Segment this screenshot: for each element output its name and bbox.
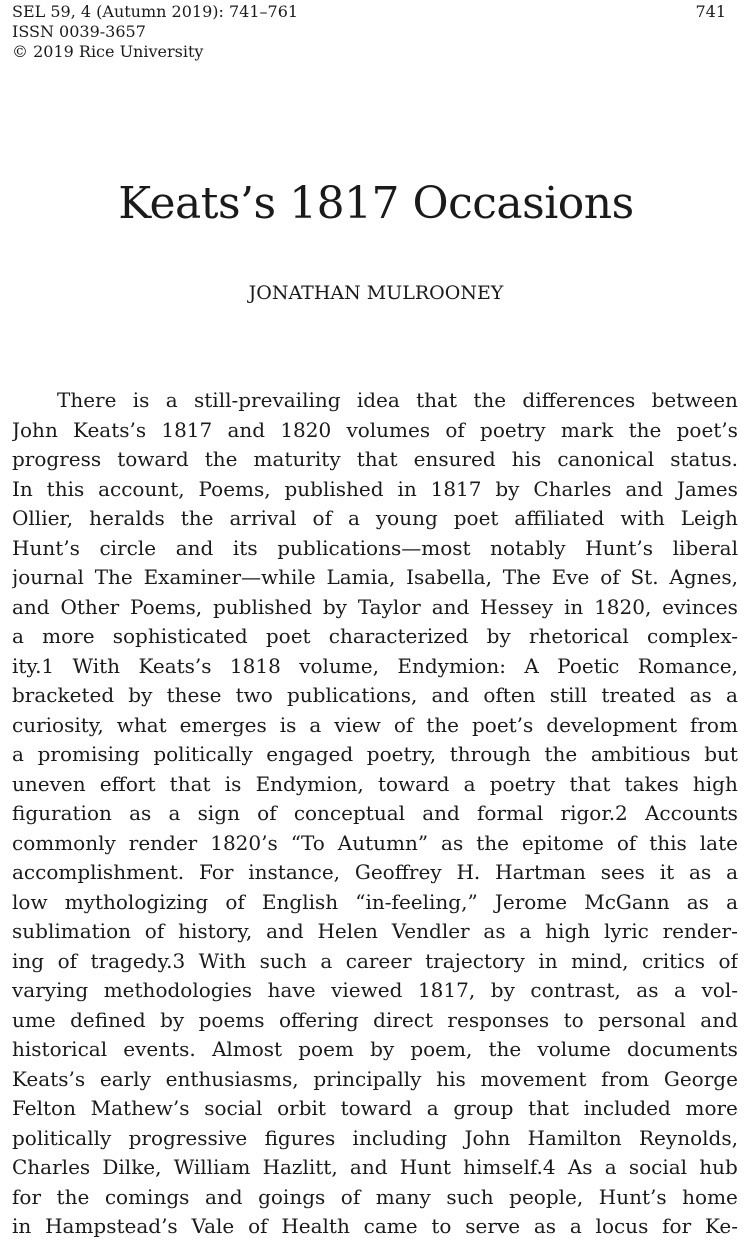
body-line: historical events. Almost poem by poem, the volume documents [12,1037,738,1061]
page-number: 741 [695,2,726,21]
body-line: accomplishment. For instance, Geoffrey H. Hartman sees it as a [12,860,738,884]
body-line: ing of tragedy.3 With such a career trajectory in mind, critics of [12,948,738,973]
body-line: In this account, Poems, published in 1817 by Charles and James [12,476,738,501]
body-line: Charles Dilke, William Hazlitt, and Hunt himself.4 As a social hub [12,1155,738,1179]
body-line: politically progressive figures including John Hamilton Reynolds, [12,1125,738,1150]
body-line: Ollier, heralds the arrival of a young poet affiliated with Leigh [12,506,738,530]
body-line: Felton Mathew’s social orbit toward a group that included more [12,1096,738,1120]
body-line: for the comings and goings of many such people, Hunt’s home [12,1184,738,1209]
body-line: sublimation of history, and Helen Vendler as a high lyric render- [12,919,738,943]
running-header [12,2,726,62]
body-line: a promising politically engaged poetry, through the ambitious but [12,742,738,766]
body-line: ity.1 With Keats’s 1818 volume, Endymion: A Poetic Romance, [12,653,738,678]
body-line: uneven effort that is Endymion, toward a poetry that takes high [12,771,738,796]
body-line: progress toward the maturity that ensured his canonical status. [12,447,738,471]
body-line: in Hampstead’s Vale of Health came to serve as a locus for Ke- [12,1214,738,1238]
journal-citation: SEL 59, 4 (Autumn 2019): 741–761 [12,2,299,21]
body-line: There is a still-prevailing idea that the differences between [57,388,738,412]
body-line: figuration as a sign of conceptual and formal rigor.2 Accounts [12,801,738,825]
body-line: bracketed by these two publications, and often still treated as a [12,683,738,707]
body-line: Hunt’s circle and its publications—most notably Hunt’s liberal [12,535,738,560]
body-line: ume defined by poems offering direct responses to personal and [12,1007,738,1032]
copyright: © 2019 Rice University [12,42,204,61]
body-line: commonly render 1820’s “To Autumn” as the epitome of this late [12,830,738,855]
body-line: curiosity, what emerges is a view of the poet’s development from [12,712,738,737]
body-line: a more sophisticated poet characterized by rhetorical complex- [12,624,738,648]
body-line: journal The Examiner—while Lamia, Isabella, The Eve of St. Agnes, [12,565,738,589]
body-line: and Other Poems, published by Taylor and Hessey in 1820, evinces [12,594,738,619]
issn: ISSN 0039-3657 [12,22,146,41]
body-line: Keats’s early enthusiasms, principally his movement from George [12,1066,738,1091]
body-line: John Keats’s 1817 and 1820 volumes of poetry mark the poet’s [12,417,738,442]
body-line: low mythologizing of English “in-feeling,” Jerome McGann as a [12,889,738,914]
author-name: JONATHAN MULROONEY [248,282,504,304]
body-text [12,386,738,1242]
body-line: varying methodologies have viewed 1817, by contrast, as a vol- [12,978,738,1002]
article-title: Keats’s 1817 Occasions [118,178,634,229]
